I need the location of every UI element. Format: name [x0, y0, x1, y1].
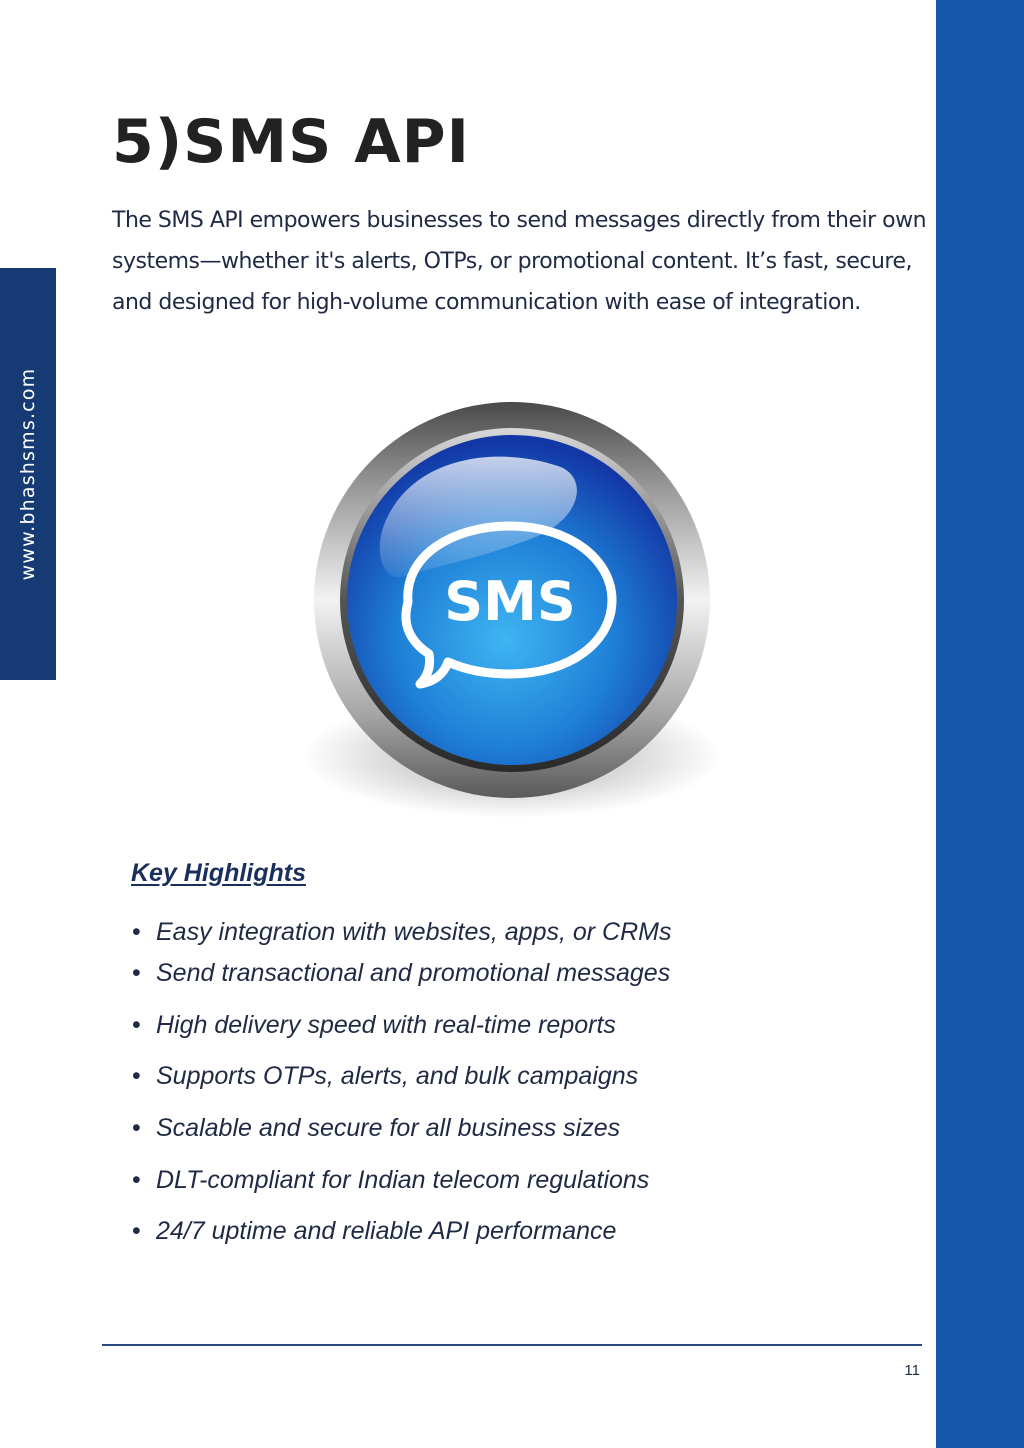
highlight-text: High delivery speed with real-time reports — [156, 1011, 616, 1039]
right-accent-bar — [936, 0, 1024, 1448]
highlight-item — [132, 1059, 638, 1093]
key-highlights-heading: Key Highlights — [131, 859, 307, 887]
highlight-item — [132, 1163, 649, 1197]
highlight-text: Easy integration with websites, apps, or CRMs — [156, 918, 672, 946]
highlight-text: Supports OTPs, alerts, and bulk campaigns — [156, 1062, 639, 1090]
highlight-item — [132, 915, 672, 949]
highlight-text: Scalable and secure for all business sizes — [156, 1114, 621, 1142]
highlight-text: 24/7 uptime and reliable API performance — [156, 1217, 617, 1245]
bullet-icon: • — [132, 1011, 141, 1039]
page-number: 11 — [904, 1362, 920, 1379]
bullet-icon: • — [132, 1114, 141, 1142]
highlight-text: DLT-compliant for Indian telecom regulations — [156, 1166, 650, 1194]
footer-divider — [102, 1344, 922, 1346]
website-url: www.bhashsms.com — [17, 367, 39, 581]
side-tab — [0, 268, 56, 680]
intro-paragraph: The SMS API empowers businesses to send messages directly from their own systems—whether it's alerts, OTPs, or promotional content. It’s fast, secure, and designed for high-volume communication with ease of integration. — [112, 208, 927, 315]
page-title: 5)SMS API — [112, 107, 470, 177]
bullet-icon: • — [132, 1217, 141, 1245]
bullet-icon: • — [132, 1166, 141, 1194]
bullet-icon: • — [132, 1062, 141, 1090]
bullet-icon: • — [132, 918, 141, 946]
sms-icon-label: SMS — [444, 570, 576, 633]
highlight-item — [132, 1214, 616, 1248]
highlight-item — [132, 956, 670, 990]
highlight-item — [132, 1008, 616, 1042]
highlight-item — [132, 1111, 620, 1145]
sms-chat-bubble-icon — [288, 396, 736, 824]
highlight-text: Send transactional and promotional messages — [156, 959, 671, 987]
bullet-icon: • — [132, 959, 141, 987]
